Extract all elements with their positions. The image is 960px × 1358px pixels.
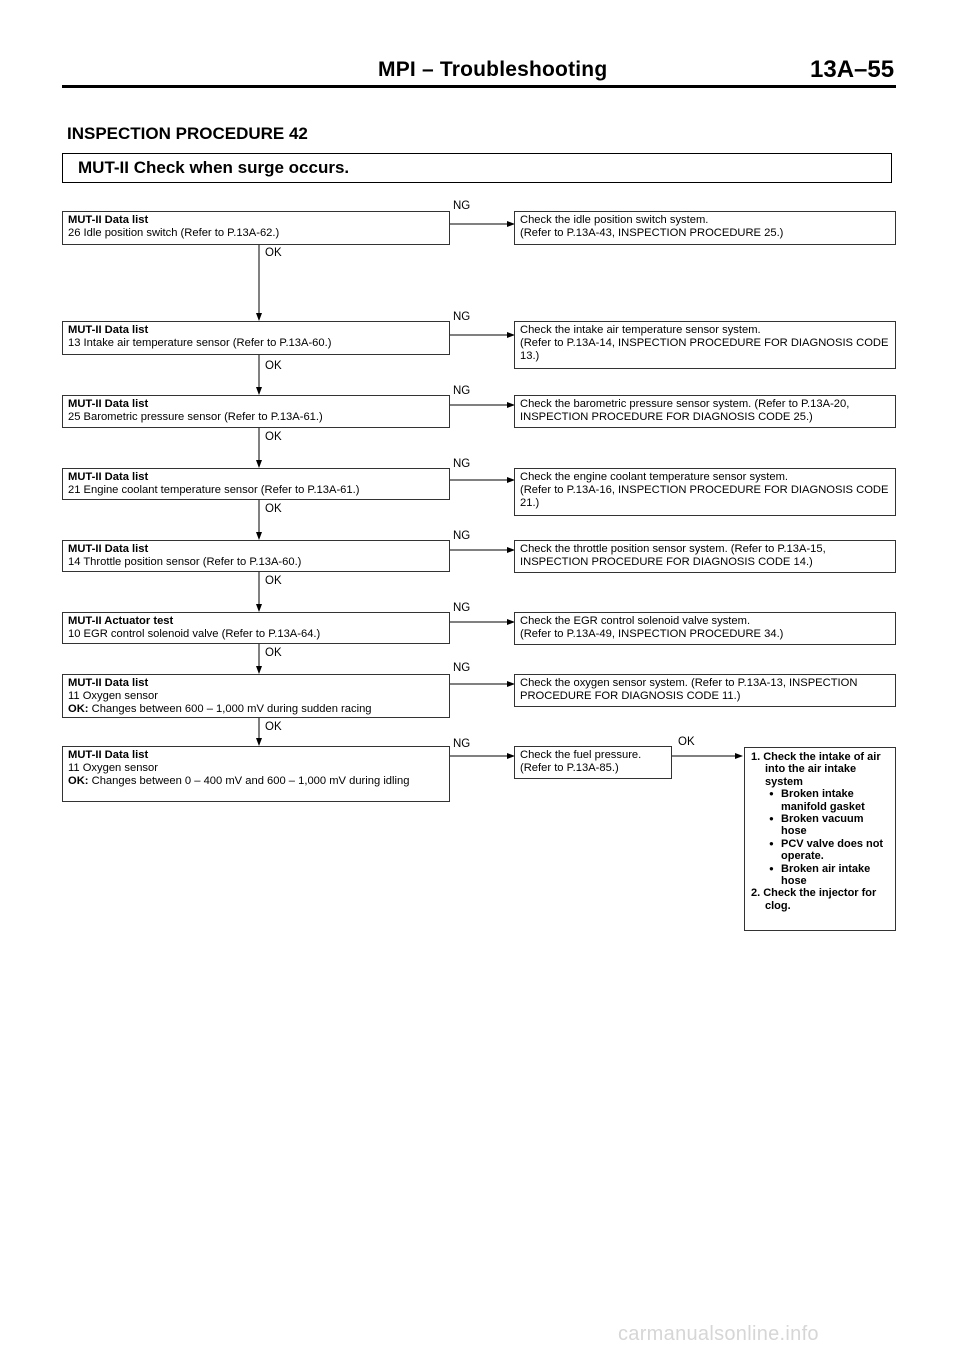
ng-label: NG	[453, 458, 471, 470]
ng-label: NG	[453, 385, 471, 397]
result-line: (Refer to P.13A-85.)	[520, 762, 619, 774]
ok-label: OK	[265, 503, 282, 515]
step-line: 26 Idle position switch (Refer to P.13A-62.)	[68, 227, 280, 239]
result-line: (Refer to P.13A-16, INSPECTION PROCEDURE FOR DIAGNOSIS CODE 21.)	[520, 484, 889, 509]
ok-condition-label: OK:	[68, 703, 89, 715]
final-bullet: ● Broken intake manifold gasket	[751, 788, 890, 813]
step-box-intake-air-temperature	[62, 321, 450, 355]
step-title: MUT-II Data list	[68, 749, 149, 761]
ok-label: OK	[265, 647, 282, 659]
ng-label: NG	[453, 738, 471, 750]
result-line: Check the engine coolant temperature sensor system.	[520, 471, 789, 483]
step-box-oxygen-sensor-idling	[62, 746, 450, 802]
step-title: MUT-II Actuator test	[68, 615, 174, 627]
final-bullet: ● PCV valve does not operate.	[751, 838, 890, 863]
ok-label: OK	[678, 736, 695, 748]
procedure-title: INSPECTION PROCEDURE 42	[67, 124, 308, 143]
result-box-egr-solenoid	[514, 612, 896, 645]
ok-condition-label: OK:	[68, 775, 89, 787]
result-box-barometric-pressure	[514, 395, 896, 428]
result-line: Check the idle position switch system.	[520, 214, 709, 226]
result-line: (Refer to P.13A-14, INSPECTION PROCEDURE FOR DIAGNOSIS CODE 13.)	[520, 337, 889, 362]
ok-condition	[68, 703, 444, 716]
ng-label: NG	[453, 602, 471, 614]
result-box-intake-air-temperature	[514, 321, 896, 369]
page-number: 13A–55	[810, 56, 895, 83]
step-line: 21 Engine coolant temperature sensor (Refer to P.13A-61.)	[68, 484, 360, 496]
ok-label: OK	[265, 247, 282, 259]
ng-label: NG	[453, 311, 471, 323]
step-box-barometric-pressure	[62, 395, 450, 428]
ng-label: NG	[453, 530, 471, 542]
final-check-box	[744, 747, 896, 931]
result-line: Check the intake air temperature sensor system.	[520, 324, 761, 336]
result-line: (Refer to P.13A-49, INSPECTION PROCEDURE 34.)	[520, 628, 784, 640]
step-box-oxygen-sensor-racing	[62, 674, 450, 718]
result-line: Check the throttle position sensor system. (Refer to P.13A-15, INSPECTION PROCEDURE FOR DIAGNOSIS CODE 14.)	[520, 543, 826, 568]
watermark: carmanualsonline.info	[618, 1323, 819, 1345]
step-title: MUT-II Data list	[68, 214, 149, 226]
result-line: Check the EGR control solenoid valve system.	[520, 615, 751, 627]
ok-label: OK	[265, 575, 282, 587]
step-line: 14 Throttle position sensor (Refer to P.13A-60.)	[68, 556, 302, 568]
step-title: MUT-II Data list	[68, 543, 149, 555]
ok-label: OK	[265, 360, 282, 372]
result-box-oxygen-sensor	[514, 674, 896, 707]
step-line: 11 Oxygen sensor	[68, 690, 158, 702]
result-box-idle-position-switch	[514, 211, 896, 245]
step-title: MUT-II Data list	[68, 398, 149, 410]
ng-label: NG	[453, 200, 471, 212]
result-box-throttle-position	[514, 540, 896, 573]
result-line: Check the barometric pressure sensor system. (Refer to P.13A-20, INSPECTION PROCEDURE FOR DIAGNOSIS CODE 25.)	[520, 398, 850, 423]
final-item-1: 1. Check the intake of air into the air intake system	[751, 751, 881, 788]
step-title: MUT-II Data list	[68, 471, 149, 483]
page-header-title: MPI – Troubleshooting	[378, 58, 608, 81]
step-title: MUT-II Data list	[68, 324, 149, 336]
result-line: Check the fuel pressure.	[520, 749, 642, 761]
step-line: 13 Intake air temperature sensor (Refer to P.13A-60.)	[68, 337, 332, 349]
result-line: (Refer to P.13A-43, INSPECTION PROCEDURE 25.)	[520, 227, 784, 239]
ok-label: OK	[265, 431, 282, 443]
ng-label: NG	[453, 662, 471, 674]
step-box-idle-position-switch	[62, 211, 450, 245]
final-item-2: 2. Check the injector for clog.	[751, 887, 877, 912]
step-line: 11 Oxygen sensor	[68, 762, 158, 774]
step-line: 25 Barometric pressure sensor (Refer to P.13A-61.)	[68, 411, 323, 423]
final-bullet: ● Broken air intake hose	[751, 863, 890, 888]
result-line: Check the oxygen sensor system. (Refer to P.13A-13, INSPECTION PROCEDURE FOR DIAGNOSIS CODE 11.)	[520, 677, 858, 702]
result-box-fuel-pressure	[514, 746, 672, 779]
step-box-engine-coolant-temperature	[62, 468, 450, 500]
final-bullet: ● Broken vacuum hose	[751, 813, 890, 838]
ok-condition	[68, 775, 444, 788]
step-box-throttle-position	[62, 540, 450, 572]
result-box-engine-coolant-temperature	[514, 468, 896, 516]
ok-condition-text: Changes between 600 – 1,000 mV during sudden racing	[91, 703, 372, 715]
subject-text: MUT-II Check when surge occurs.	[78, 158, 350, 177]
step-box-egr-solenoid	[62, 612, 450, 644]
step-title: MUT-II Data list	[68, 677, 149, 689]
ok-label: OK	[265, 721, 282, 733]
ok-condition-text: Changes between 0 – 400 mV and 600 – 1,000 mV during idling	[91, 775, 410, 787]
step-line: 10 EGR control solenoid valve (Refer to P.13A-64.)	[68, 628, 321, 640]
